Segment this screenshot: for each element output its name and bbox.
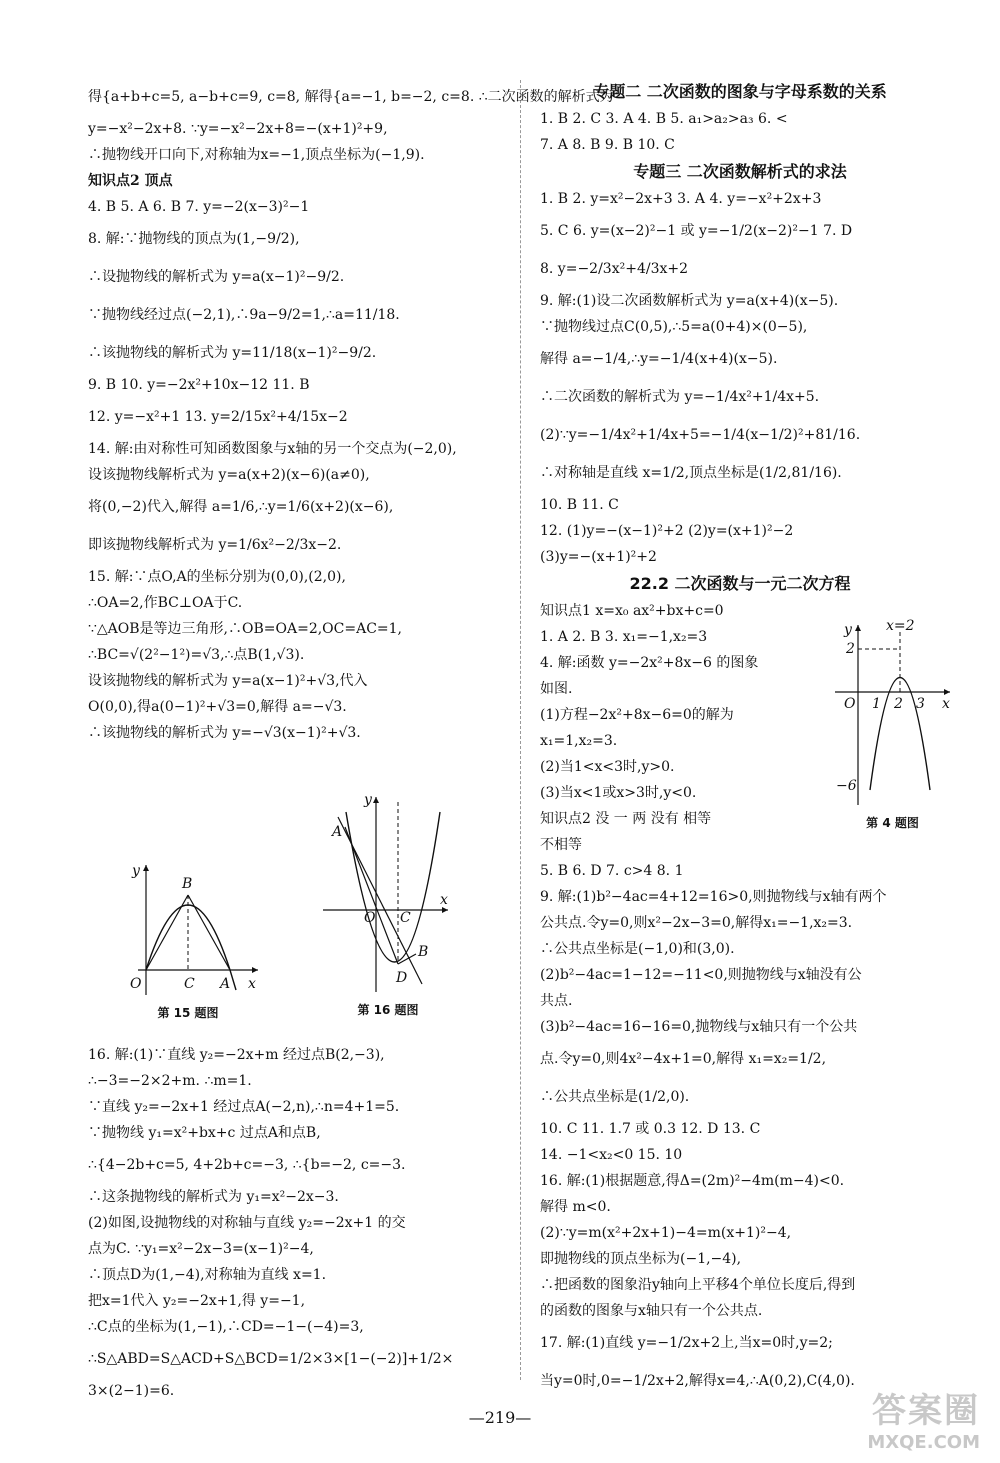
fig15-label: x <box>248 976 256 992</box>
answer-line: 12. y=−x²+1 13. y=2/15x²+4/15x−2 <box>88 409 348 425</box>
solution-line: (1)方程−2x²+8x−6=0的解为 <box>540 707 734 723</box>
fig4-eq-label: x=2 <box>886 618 915 634</box>
watermark-logo <box>820 1383 980 1453</box>
knowledge-point-label: 不相等 <box>540 837 582 853</box>
fig16-label: O <box>364 910 376 926</box>
solution-line: ∴该抛物线的解析式为 y=11/18(x−1)²−9/2. <box>88 345 377 361</box>
solution-line: 的函数的图象与x轴只有一个公共点. <box>540 1303 763 1319</box>
solution-line: ∴公共点坐标是(−1,0)和(3,0). <box>540 941 735 957</box>
fig4-label: x <box>942 696 950 712</box>
solution-line: ∴OA=2,作BC⊥OA于C. <box>88 595 243 611</box>
answer-line: 7. A 8. B 9. B 10. C <box>540 137 675 153</box>
answer-line: 1. A 2. B 3. x₁=−1,x₂=3 <box>540 629 708 645</box>
solution-line: 即该抛物线解析式为 y=1/6x²−2/3x−2. <box>88 537 342 553</box>
solution-line: 设该抛物线解析式为 y=a(x+2)(x−6)(a≠0), <box>88 467 370 483</box>
solution-line: ∴公共点坐标是(1/2,0). <box>540 1089 690 1105</box>
text-line: y=−x²−2x+8. ∵y=−x²−2x+8=−(x+1)²+9, <box>88 121 388 137</box>
solution-line: ∴顶点D为(1,−4),对称轴为直线 x=1. <box>88 1267 327 1283</box>
solution-line: (3)当x<1或x>3时,y<0. <box>540 785 697 801</box>
solution-line: (2)∵y=m(x²+2x+1)−4=m(x+1)²−4, <box>540 1225 792 1241</box>
answer-line: 14. −1<x₂<0 15. 10 <box>540 1147 683 1163</box>
solution-line: ∴−3=−2×2+m. ∴m=1. <box>88 1073 252 1089</box>
solution-line: ∴二次函数的解析式为 y=−1/4x²+1/4x+5. <box>540 389 820 405</box>
fig4-label: 2 <box>894 696 903 712</box>
solution-line: ∴设抛物线的解析式为 y=a(x−1)²−9/2. <box>88 269 345 285</box>
section-22-2-text <box>540 598 830 858</box>
solution-line: 公共点.令y=0,则x²−2x−3=0,解得x₁=−1,x₂=3. <box>540 915 853 931</box>
knowledge-point-label: 知识点2 顶点 <box>88 173 173 189</box>
section-heading: 专题二 二次函数的图象与字母系数的关系 <box>593 82 887 101</box>
fig4-label: y <box>844 622 852 638</box>
left-column-lower <box>88 1042 508 1404</box>
page-number: —219— <box>468 1408 532 1427</box>
solution-line: 16. 解:(1)根据题意,得Δ=(2m)²−4m(m−4)<0. <box>540 1173 845 1189</box>
solution-line: O(0,0),得a(0−1)²+√3=0,解得 a=−√3. <box>88 699 347 715</box>
solution-line: ∵直线 y₂=−2x+1 经过点A(−2,n),∴n=4+1=5. <box>88 1099 400 1115</box>
solution-line: ∴这条抛物线的解析式为 y₁=x²−2x−3. <box>88 1189 339 1205</box>
solution-line: ∴BC=√(2²−1²)=√3,∴点B(1,√3). <box>88 647 305 663</box>
answer-line: 1. B 2. C 3. A 4. B 5. a₁>a₂>a₃ 6. < <box>540 111 788 127</box>
text-line: ∴抛物线开口向下,对称轴为x=−1,顶点坐标为(−1,9). <box>88 147 425 163</box>
solution-line: ∵抛物线过点C(0,5),∴5=a(0+4)×(0−5), <box>540 319 808 335</box>
fig16-label: x <box>440 892 448 908</box>
solution-line: 4. 解:函数 y=−2x²+8x−6 的图象 <box>540 655 759 671</box>
answer-line: 10. C 11. 1.7 或 0.3 12. D 13. C <box>540 1121 761 1137</box>
fig15-label: O <box>130 976 142 992</box>
solution-line: ∵△AOB是等边三角形,∴OB=OA=2,OC=AC=1, <box>88 621 403 637</box>
fig16-label: C <box>400 910 411 926</box>
fig16-label: B <box>418 944 429 960</box>
answer-line: 10. B 11. C <box>540 497 619 513</box>
fig16-label: D <box>396 970 408 986</box>
fig4-label: 2 <box>846 641 855 657</box>
solution-line: ∴该抛物线的解析式为 y=−√3(x−1)²+√3. <box>88 725 361 741</box>
answer-line: (3)y=−(x+1)²+2 <box>540 549 657 565</box>
solution-line: ∴把函数的图象沿y轴向上平移4个单位长度后,得到 <box>540 1277 856 1293</box>
solution-line: (3)b²−4ac=16−16=0,抛物线与x轴只有一个公共 <box>540 1019 858 1035</box>
column-divider <box>520 80 521 1380</box>
answer-line: 12. (1)y=−(x−1)²+2 (2)y=(x+1)²−2 <box>540 523 794 539</box>
fig15-label: y <box>132 863 140 879</box>
solution-line: ∴S△ABD=S△ACD+S△BCD=1/2×3×[1−(−2)]+1/2× <box>88 1351 454 1367</box>
solution-line: 如图. <box>540 681 573 697</box>
fig4-label: 3 <box>916 696 925 712</box>
solution-line: 8. 解:∵抛物线的顶点为(1,−9/2), <box>88 231 300 247</box>
figure-4 <box>830 620 955 840</box>
figure-15-graph <box>108 850 268 1000</box>
watermark-text: 答案圈 <box>872 1391 980 1431</box>
solution-line: 17. 解:(1)直线 y=−1/2x+2上,当x=0时,y=2; <box>540 1335 833 1351</box>
fig4-label: 1 <box>872 696 881 712</box>
solution-line: 15. 解:∵点O,A的坐标分别为(0,0),(2,0), <box>88 569 346 585</box>
solution-line: 即抛物线的顶点坐标为(−1,−4), <box>540 1251 742 1267</box>
figure-16-graph <box>318 792 458 997</box>
solution-line: 点为C. ∵y₁=x²−2x−3=(x−1)²−4, <box>88 1241 314 1257</box>
fig4-label: −6 <box>836 778 857 794</box>
solution-line: 16. 解:(1)∵直线 y₂=−2x+m 经过点B(2,−3), <box>88 1047 385 1063</box>
solution-line: 把x=1代入 y₂=−2x+1,得 y=−1, <box>88 1293 306 1309</box>
solution-line: (2)b²−4ac=1−12=−11<0,则抛物线与x轴没有公 <box>540 967 862 983</box>
solution-line: (2)当1<x<3时,y>0. <box>540 759 675 775</box>
solution-line: 9. 解:(1)设二次函数解析式为 y=a(x+4)(x−5). <box>540 293 839 309</box>
figure-16 <box>318 792 458 1027</box>
solution-line: 共点. <box>540 993 573 1009</box>
text-line: 得{a+b+c=5, a−b+c=9, c=8, 解得{a=−1, b=−2, c=8. ∴二次函数的解析式为 <box>88 89 614 105</box>
solution-line: x₁=1,x₂=3. <box>540 733 618 749</box>
knowledge-point-label: 知识点1 x=x₀ ax²+bx+c=0 <box>540 603 724 619</box>
solution-line: ∴C点的坐标为(1,−1),∴CD=−1−(−4)=3, <box>88 1319 364 1335</box>
figure-15-caption: 第 15 题图 <box>157 1006 219 1020</box>
answer-line: 9. B 10. y=−2x²+10x−12 11. B <box>88 377 310 393</box>
figure-15 <box>108 850 268 1025</box>
figure-4-caption: 第 4 题图 <box>866 816 919 830</box>
solution-line: (2)∵y=−1/4x²+1/4x+5=−1/4(x−1/2)²+81/16. <box>540 427 861 443</box>
solution-line: 9. 解:(1)b²−4ac=4+12=16>0,则抛物线与x轴有两个 <box>540 889 887 905</box>
solution-line: ∵抛物线 y₁=x²+bx+c 过点A和点B, <box>88 1125 321 1141</box>
solution-line: ∴{4−2b+c=5, 4+2b+c=−3, ∴{b=−2, c=−3. <box>88 1157 406 1173</box>
knowledge-point-label: 知识点2 没 一 两 没有 相等 <box>540 811 712 827</box>
fig4-label: O <box>844 696 856 712</box>
section-heading: 专题三 二次函数解析式的求法 <box>633 162 847 181</box>
answer-line: 1. B 2. y=x²−2x+3 3. A 4. y=−x²+2x+3 <box>540 191 822 207</box>
solution-line: 3×(2−1)=6. <box>88 1383 175 1399</box>
answer-line: 5. B 6. D 7. c>4 8. 1 <box>540 863 684 879</box>
solution-line: 解得 a=−1/4,∴y=−1/4(x+4)(x−5). <box>540 351 778 367</box>
solution-line: 点.令y=0,则4x²−4x+1=0,解得 x₁=x₂=1/2, <box>540 1051 827 1067</box>
fig15-label: B <box>182 876 193 892</box>
solution-line: (2)如图,设抛物线的对称轴与直线 y₂=−2x+1 的交 <box>88 1215 406 1231</box>
watermark-url: MXQE.COM <box>867 1432 980 1453</box>
fig15-label: A <box>220 976 231 992</box>
answer-line: 8. y=−2/3x²+4/3x+2 <box>540 261 689 277</box>
fig16-label: A <box>332 824 343 840</box>
solution-line: 将(0,−2)代入,解得 a=1/6,∴y=1/6(x+2)(x−6), <box>88 499 394 515</box>
answer-line: 4. B 5. A 6. B 7. y=−2(x−3)²−1 <box>88 199 310 215</box>
figure-16-caption: 第 16 题图 <box>357 1003 419 1017</box>
figure-4-graph <box>830 620 955 810</box>
fig16-label: y <box>364 792 372 808</box>
solution-line: 设该抛物线的解析式为 y=a(x−1)²+√3,代入 <box>88 673 368 689</box>
solution-line: ∴对称轴是直线 x=1/2,顶点坐标是(1/2,81/16). <box>540 465 842 481</box>
answer-line: 5. C 6. y=(x−2)²−1 或 y=−1/2(x−2)²−1 7. D <box>540 223 853 239</box>
fig15-label: C <box>184 976 195 992</box>
solution-line: 解得 m<0. <box>540 1199 611 1215</box>
section-heading: 22.2 二次函数与一元二次方程 <box>629 574 851 593</box>
solution-line: 当y=0时,0=−1/2x+2,解得x=4,∴A(0,2),C(4,0). <box>540 1373 855 1389</box>
solution-line: 14. 解:由对称性可知函数图象与x轴的另一个交点为(−2,0), <box>88 441 457 457</box>
solution-line: ∵抛物线经过点(−2,1),∴9a−9/2=1,∴a=11/18. <box>88 307 400 323</box>
